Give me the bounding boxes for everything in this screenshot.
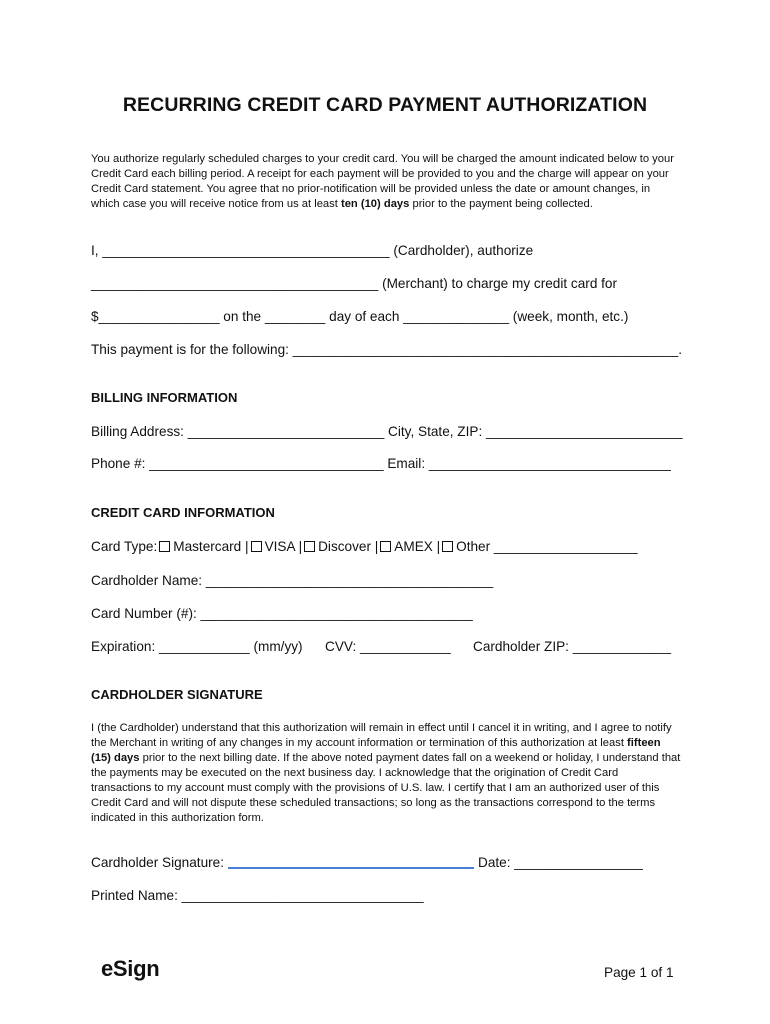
intro-text-start: You authorize regularly scheduled charges to your credit card. You will be charged the amount indicated below to your Credit Card each billing period. A receipt for each payment will be provided to you and the charge will appear on your Credit Card statement. You agree that no prior-notification will be provided unless the date or amount changes, in which case you will receive notice from us at least [91, 153, 674, 210]
billing-heading: BILLING INFORMATION [91, 390, 238, 405]
separator: | [374, 539, 379, 554]
amex-checkbox[interactable] [380, 541, 391, 552]
card-type-label: Card Type: [91, 539, 158, 554]
signature-field[interactable] [228, 866, 474, 869]
intro-text-end: prior to the payment being collected. [409, 198, 593, 210]
esign-logo: eSign [101, 956, 160, 981]
cardholder-authorize-line[interactable]: I, ______________________________________ (Cardholder), authorize [91, 243, 534, 258]
cardholder-zip-field[interactable]: Cardholder ZIP: _____________ [473, 639, 672, 654]
signature-text-start: I (the Cardholder) understand that this authorization will remain in effect until I cancel it in writing, and I agree to notify the Merchant in writing of any changes in my account information or termination of this authorization at least [91, 722, 672, 749]
separator: | [245, 539, 249, 554]
document-title: RECURRING CREDIT CARD PAYMENT AUTHORIZATION [122, 94, 648, 116]
signature-label: Cardholder Signature: [91, 855, 224, 870]
card-type-row [91, 539, 638, 554]
billing-address-line[interactable]: Billing Address: __________________________ City, State, ZIP: __________________________ [91, 424, 683, 439]
discover-label: Discover [318, 539, 371, 554]
page-number: Page 1 of 1 [604, 965, 674, 980]
intro-text-bold: ten (10) days [340, 198, 410, 210]
expiration-field[interactable]: Expiration: ____________ (mm/yy) [91, 639, 303, 654]
amount-schedule-line[interactable]: $________________ on the ________ day of each ______________ (week, month, etc.) [91, 309, 629, 324]
intro-paragraph [91, 152, 681, 212]
mastercard-label: Mastercard [173, 539, 242, 554]
card-number-line[interactable]: Card Number (#): ____________________________________ [91, 606, 473, 621]
separator: | [436, 539, 441, 554]
signature-text-end: prior to the next billing date. If the above noted payment dates fall on a weekend or holiday, I understand that the payments may be executed on the next business day. I acknowledge that the origination of Credit Card transactions to my account must comply with the provisions of U.S. law. I certify that I am an authorized user of this Credit Card and will not dispute these scheduled transactions; so long as the transactions correspond to the terms indicated in this authorization form. [91, 752, 681, 824]
date-field[interactable]: Date: _________________ [478, 855, 643, 870]
discover-checkbox[interactable] [304, 541, 315, 552]
visa-label: VISA [264, 539, 295, 554]
cardholder-name-line[interactable]: Cardholder Name: ______________________________________ [91, 573, 494, 588]
phone-email-line[interactable]: Phone #: _______________________________ Email: ________________________________ [91, 456, 671, 471]
signature-row [91, 855, 643, 870]
signature-paragraph [91, 721, 681, 826]
mastercard-checkbox[interactable] [159, 541, 170, 552]
payment-purpose-line[interactable]: This payment is for the following: ___________________________________________________. [91, 342, 683, 357]
printed-name-line[interactable]: Printed Name: ________________________________ [91, 888, 424, 903]
signature-text-bold: fifteen (15) days [91, 737, 661, 764]
cvv-field[interactable]: CVV: ____________ [325, 639, 451, 654]
merchant-line[interactable]: ______________________________________ (Merchant) to charge my credit card for [91, 276, 618, 291]
other-checkbox[interactable] [442, 541, 453, 552]
other-label[interactable]: Other ___________________ [456, 539, 638, 554]
separator: | [298, 539, 303, 554]
card-heading: CREDIT CARD INFORMATION [91, 505, 275, 520]
visa-checkbox[interactable] [251, 541, 262, 552]
amex-label: AMEX [394, 539, 433, 554]
signature-heading: CARDHOLDER SIGNATURE [91, 687, 263, 702]
